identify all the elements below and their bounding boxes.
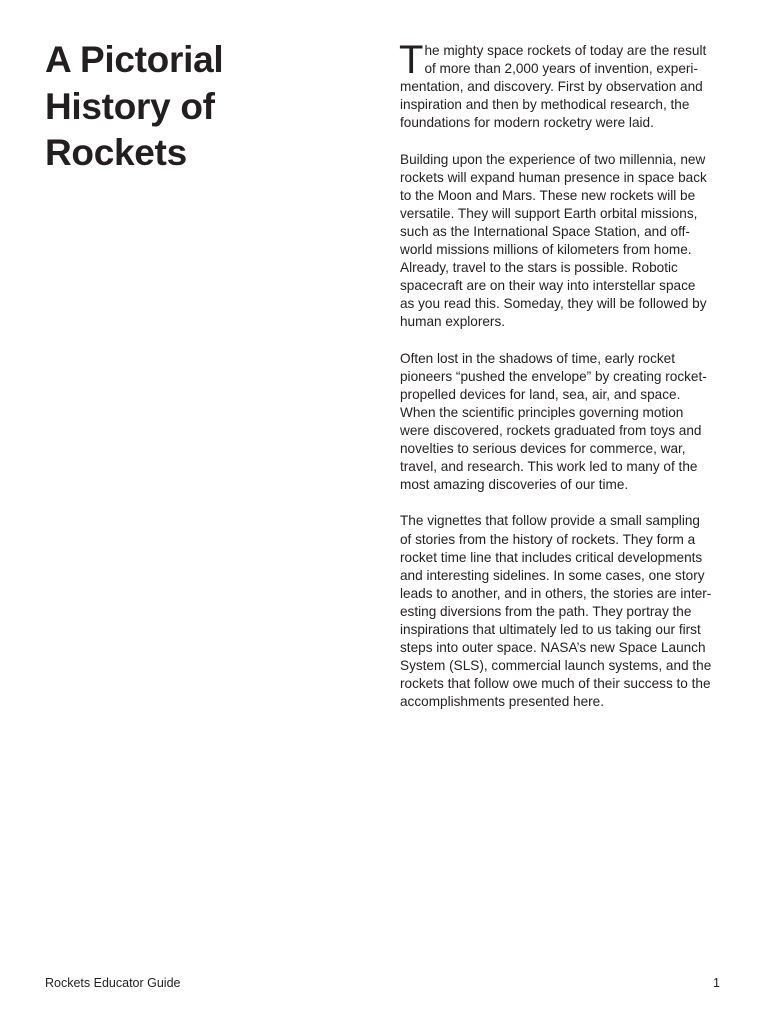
paragraph-line: versatile. They will support Earth orbital missions,: [400, 205, 698, 221]
paragraph-line: most amazing discoveries of our time.: [400, 477, 629, 493]
paragraph-line: such as the International Space Station, and off-: [400, 223, 690, 239]
body-column: [399, 38, 726, 730]
body-paragraph: [400, 350, 726, 495]
title-line: History of: [45, 85, 215, 127]
page-number: 1: [713, 976, 720, 990]
paragraph-line: human explorers.: [400, 314, 506, 330]
title-line: Rockets: [45, 132, 187, 173]
intro-paragraph: [399, 38, 726, 132]
paragraph-line: propelled devices for land, sea, air, and space.: [400, 386, 681, 402]
body-paragraph: [400, 512, 726, 711]
paragraph-line: as you read this. Someday, they will be followed by: [400, 296, 707, 312]
paragraph-line: Already, travel to the stars is possible. Robotic: [400, 260, 678, 276]
paragraph-line: and interesting sidelines. In some cases, one story: [400, 567, 705, 583]
paragraph-line: rocket time line that includes critical developments: [400, 549, 703, 565]
body-paragraph: [400, 151, 726, 332]
drop-cap: T: [399, 38, 424, 82]
paragraph-line: novelties to serious devices for commerce, war,: [400, 441, 686, 457]
paragraph-line: world missions millions of kilometers from home.: [400, 242, 692, 258]
paragraph-line: Building upon the experience of two millennia, new: [400, 151, 706, 167]
paragraph-line: to the Moon and Mars. These new rockets will be: [400, 187, 696, 203]
paragraph-line: leads to another, and in others, the stories are inter-: [400, 585, 712, 601]
paragraph-line: inspiration and then by methodical research, the: [400, 97, 690, 113]
paragraph-line: rockets will expand human presence in space back: [400, 169, 707, 185]
footer-guide-name: Rockets Educator Guide: [45, 976, 181, 990]
paragraph-line: The vignettes that follow provide a small sampling: [400, 513, 700, 529]
page-title: [45, 37, 335, 177]
paragraph-line: Often lost in the shadows of time, early rocket: [400, 350, 676, 366]
paragraph-line: esting diversions from the path. They portray the: [400, 603, 692, 619]
paragraph-line: When the scientific principles governing motion: [400, 404, 684, 420]
paragraph-line: mentation, and discovery. First by observation and: [400, 79, 703, 95]
paragraph-line: of stories from the history of rockets. They form a: [400, 531, 696, 547]
paragraph-line: accomplishments presented here.: [400, 694, 605, 710]
paragraph-line: of more than 2,000 years of invention, experi-: [424, 61, 698, 77]
paragraph-line: rockets that follow owe much of their success to the: [400, 676, 711, 692]
paragraph-line: spacecraft are on their way into interstellar space: [400, 278, 696, 294]
paragraph-line: he mighty space rockets of today are the result: [424, 43, 707, 58]
paragraph-line: System (SLS), commercial launch systems, and the: [400, 658, 712, 674]
paragraph-line: were discovered, rockets graduated from toys and: [400, 422, 702, 438]
paragraph-line: pioneers “pushed the envelope” by creating rocket-: [400, 368, 707, 384]
paragraph-line: inspirations that ultimately led to us taking our first: [400, 622, 701, 637]
title-line: A Pictorial: [45, 39, 224, 80]
paragraph-line: foundations for modern rocketry were laid.: [400, 115, 654, 131]
paragraph-line: steps into outer space. NASA’s new Space Launch: [400, 640, 706, 656]
paragraph-line: travel, and research. This work led to many of the: [400, 459, 698, 475]
